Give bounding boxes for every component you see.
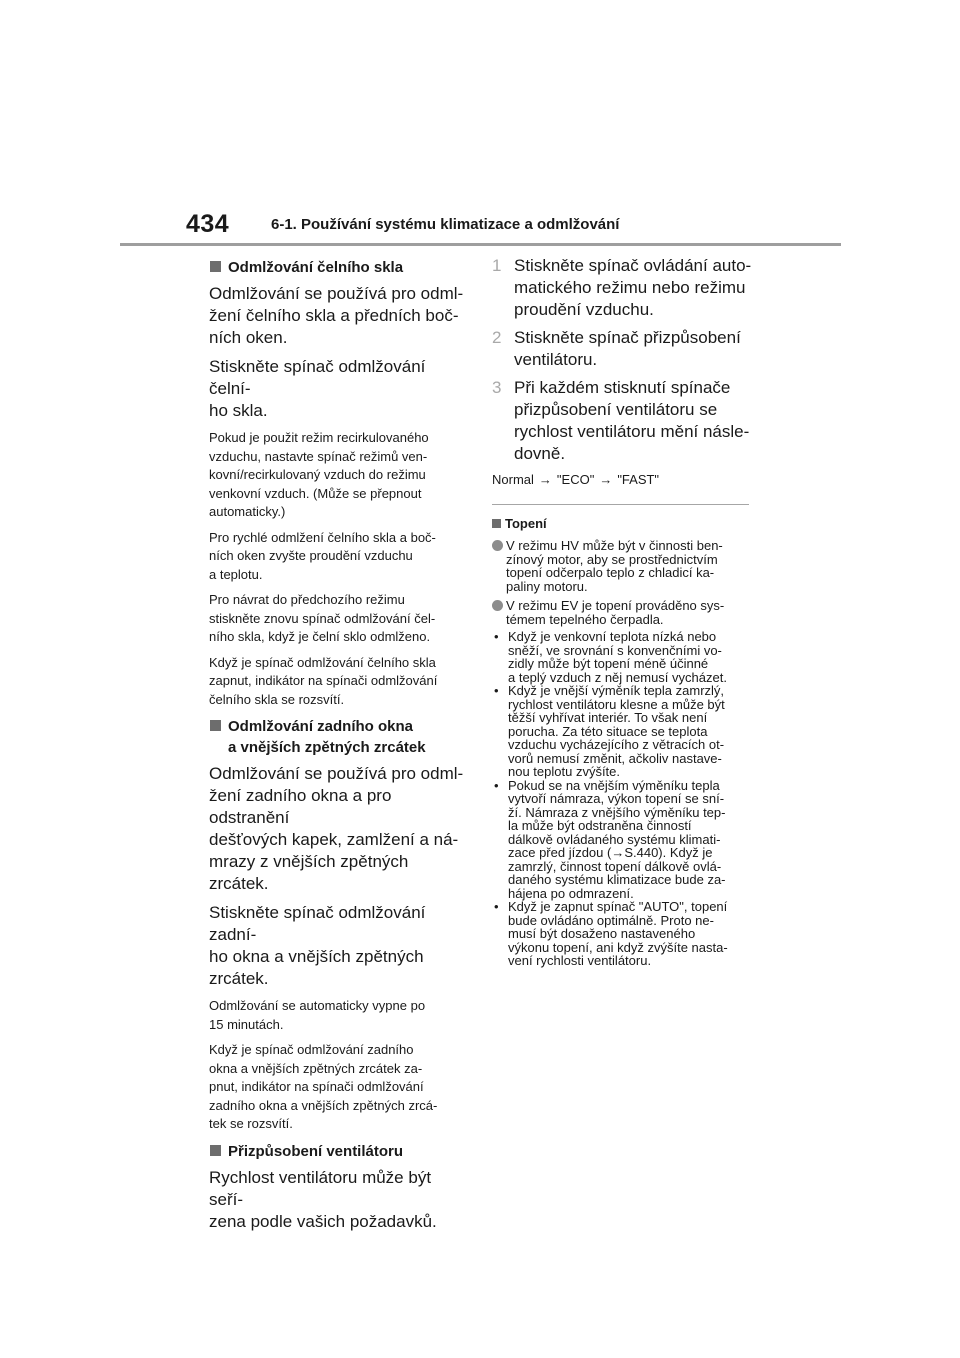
step-text: Při každém stisknutí spínače přizpůsobení ventilátoru se rychlost ventilátoru mění násle- dovně. [514,378,750,463]
section-square-icon [492,519,501,528]
step-item [492,377,754,465]
section-square-icon [210,720,221,731]
body-paragraph: Rychlost ventilátoru může být seří- zena podle vašich požadavků. [209,1167,437,1231]
list-bullet: • [494,683,499,698]
body-paragraph: Odmlžování se používá pro odml- žení zadního okna a pro odstranění dešťových kapek, zamlžení a ná- mrazy z vnějších zpětných zrcátek. [209,764,464,893]
list-bullet: • [494,629,499,644]
arrow-right-icon: → [538,472,552,487]
bullet-dot-icon [492,540,503,551]
sub-list-text: Když je vnější výměník tepla zamrzlý, rychlost ventilátoru klesne a může být těžší vyhřívat interiér. To však není porucha. Za této situace se teplota vzduchu vycházejícího z větracích ot- vorů nemusí změnit, ačkoliv nastave- nou teplotu zvýšíte. [508,683,725,779]
mode-eco: "ECO" [556,472,595,487]
section-heading-fan [209,1141,469,1162]
body-paragraph: Stiskněte spínač odmlžování zadní- ho okna a vnějších zpětných zrcátek. [209,903,426,988]
section-square-icon [210,1145,221,1156]
section-heading-text: Odmlžování zadního okna a vnějších zpětných zrcátek [228,718,426,756]
section-heading-text: Odmlžování čelního skla [228,259,404,276]
body-paragraph: Odmlžování se používá pro odml- žení čelního skla a předních boč- ních oken. [209,284,464,347]
arrow-right-icon: → [599,472,613,487]
sub-list-item [492,900,754,968]
list-bullet: • [494,777,499,793]
note-paragraph: Pokud je použit režim recirkulovaného vzduchu, nastavte spínač režimů ven- kovní/recirkulovaný vzduch do režimu venkovní vzduch. (Může se přepnout automaticky.) [209,430,429,519]
step-number: 2 [492,328,502,347]
step-item [492,255,754,321]
list-bullet: • [494,899,499,914]
left-column [209,257,469,1240]
step-text: Stiskněte spínač přizpůsobení ventilátoru. [514,328,741,369]
page-number: 434 [186,210,230,238]
bullet-item [492,539,754,593]
section-heading-rear-window [209,716,469,758]
sub-list-text: Když je zapnut spínač "AUTO", topení bude ovládáno optimálně. Proto ne- musí být dosaženo nastaveného výkonu topení, ani když zvýšíte nasta- vení rychlosti ventilátoru. [508,899,728,968]
section-heading-text: Přizpůsobení ventilátoru [228,1142,404,1160]
body-paragraph: Stiskněte spínač odmlžování čelní- ho skla. [209,357,426,420]
section-heading-windshield [209,257,469,278]
mode-fast: "FAST" [617,472,660,487]
header-rule [120,243,841,246]
sub-list [492,630,754,968]
sub-list-text: Když je venkovní teplota nízká nebo sněží, ve srovnání s konvenčními vo- zidly může být topení méně účinné a teplý vzduch z něj nemusí vycházet. [508,629,727,685]
fan-mode-sequence [492,471,754,489]
right-column [492,255,754,968]
sub-list-item [492,684,754,779]
sub-list-text: Pokud se na vnějším výměníku tepla vytvoří námraza, výkon topení se sní- ží. Námraza z vnějšího výměníku tep- la může být odstraněna činností dálkově ovládaného systému klimati- zace před jízdou (→S.440). Když je zamrzlý, činnost topení dálkově ovlá- daného systému klimatizace bude za- hájena po odmrazení. [508,777,726,901]
sub-list-item [492,779,754,901]
section-divider [492,504,749,505]
sub-list-item [492,630,754,684]
note-paragraph: Když je spínač odmlžování zadního okna a vnějších zpětných zrcátek za- pnut, indikátor na spínači odmlžování zadního okna a vnějších zpětných zrcá- tek se rozsvítí. [209,1042,438,1131]
bullet-dot-icon [492,600,503,611]
step-number: 1 [492,256,502,275]
bullet-text: V režimu EV je topení prováděno sys- témem tepelného čerpadla. [506,598,725,627]
mode-normal: Normal [492,472,534,487]
note-paragraph: Pro návrat do předchozího režimu stiskněte znovu spínač odmlžování čel- ního skla, když je čelní sklo odmlženo. [209,592,436,644]
section-heading-text: Topení [505,516,547,531]
note-paragraph: Pro rychlé odmlžení čelního skla a boč- ních oken zvyšte proudění vzduchu a teplotu. [209,529,436,582]
step-item [492,327,754,371]
section-heading-heating [492,515,754,532]
step-text: Stiskněte spínač ovládání auto- matického režimu nebo režimu proudění vzduchu. [514,256,752,319]
note-paragraph: Když je spínač odmlžování čelního skla zapnut, indikátor na spínači odmlžování čelního skla se rozsvítí. [209,654,438,707]
bullet-text: V režimu HV může být v činnosti ben- zínový motor, aby se prostřednictvím topení odčerpalo teplo z chladicí ka- paliny motoru. [506,538,723,594]
chapter-title: 6-1. Používání systému klimatizace a odmlžování [271,216,620,233]
bullet-item [492,599,754,626]
step-number: 3 [492,378,502,397]
section-square-icon [210,261,221,272]
note-paragraph: Odmlžování se automaticky vypne po 15 minutách. [209,998,426,1032]
